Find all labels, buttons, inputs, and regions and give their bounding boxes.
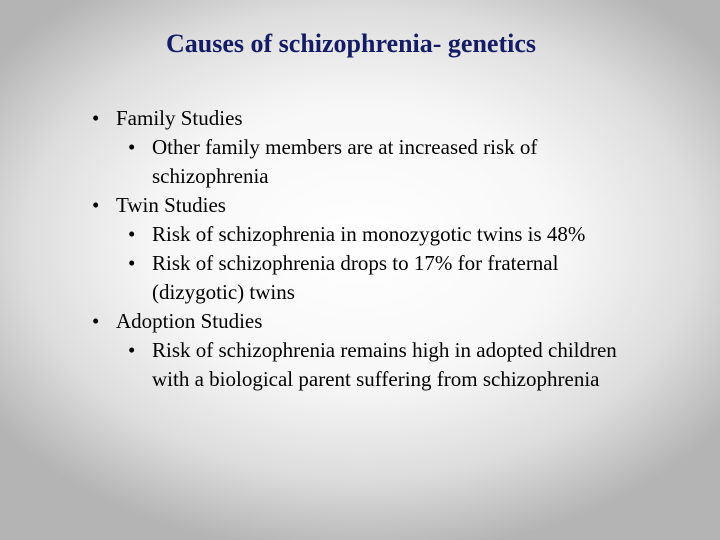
section-label: Twin Studies bbox=[116, 193, 226, 217]
point-text: Risk of schizophrenia remains high in adopted children with a biological parent suffering from schizophrenia bbox=[152, 338, 617, 391]
point-text: Risk of schizophrenia in monozygotic twins is 48% bbox=[152, 222, 586, 246]
section-label: Adoption Studies bbox=[116, 309, 263, 333]
list-item bbox=[128, 249, 632, 307]
section-family-studies bbox=[92, 104, 632, 133]
bullet-icon: • bbox=[128, 251, 136, 275]
sub-list bbox=[92, 220, 632, 307]
bullet-icon: • bbox=[92, 193, 100, 217]
point-text: Other family members are at increased risk of schizophrenia bbox=[152, 135, 538, 188]
section-adoption-studies bbox=[92, 307, 632, 336]
section-label: Family Studies bbox=[116, 106, 243, 130]
section-twin-studies bbox=[92, 191, 632, 220]
bullet-icon: • bbox=[128, 338, 136, 362]
sub-list bbox=[92, 133, 632, 191]
list-item bbox=[128, 220, 632, 249]
bullet-icon: • bbox=[128, 135, 136, 159]
point-text: Risk of schizophrenia drops to 17% for fraternal (dizygotic) twins bbox=[152, 251, 559, 304]
bullet-icon: • bbox=[128, 222, 136, 246]
bullet-icon: • bbox=[92, 106, 100, 130]
slide-title: Causes of schizophrenia- genetics bbox=[165, 29, 536, 58]
list-item bbox=[128, 133, 632, 191]
list-item bbox=[128, 336, 632, 394]
bullet-list bbox=[92, 104, 632, 394]
sub-list bbox=[92, 336, 632, 394]
bullet-icon: • bbox=[92, 309, 100, 333]
